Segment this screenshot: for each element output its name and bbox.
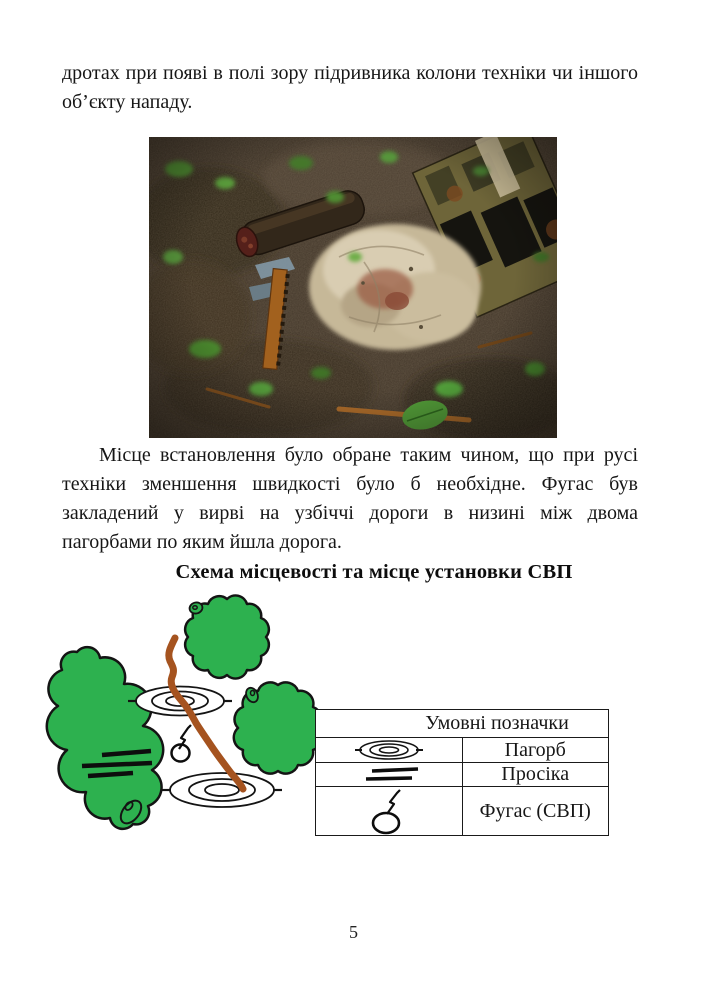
device-photo xyxy=(149,137,557,438)
page-number: 5 xyxy=(349,922,358,942)
diagram-title: Схема місцевості та місце установки СВП xyxy=(175,561,573,583)
mine-icon xyxy=(316,787,463,836)
tree-cluster-left xyxy=(47,647,163,829)
mine-symbol xyxy=(172,725,192,762)
legend-row xyxy=(316,787,609,836)
photo-illustration xyxy=(149,137,557,438)
legend-header-row xyxy=(316,710,609,738)
legend-title: Умовні позначки xyxy=(316,710,609,738)
legend-row xyxy=(316,738,609,763)
body-paragraph-2: Місце встановлення було обране таким чином, що при русі техніки зменшення швидкості було б необхідне. Фугас був закладений у вирві на узбіччі дороги в низині між двома пагорбами по яким йшла дорога. xyxy=(62,444,638,553)
hill-icon xyxy=(316,738,463,763)
legend-label: Фугас (СВП) xyxy=(462,787,609,836)
terrain-diagram-canvas xyxy=(40,588,335,846)
legend-label: Просіка xyxy=(462,763,609,787)
legend-label: Пагорб xyxy=(462,738,609,763)
hill-symbol-lower xyxy=(162,773,282,807)
clearing-icon xyxy=(316,763,463,787)
legend-table xyxy=(315,709,609,836)
body-paragraph-1: дротах при появі в полі зору підривника колони техніки чи іншого об’єкту нападу. xyxy=(62,62,638,113)
terrain-diagram xyxy=(40,588,335,846)
legend-row xyxy=(316,763,609,787)
